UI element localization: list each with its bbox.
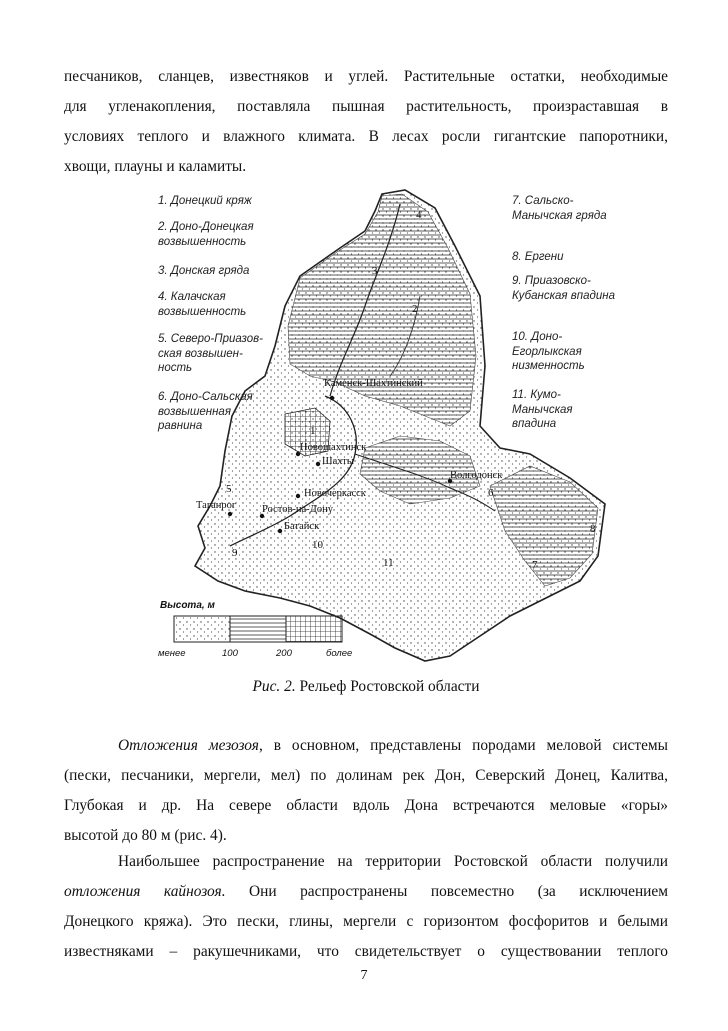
legend-right-item: 11. Кумо-Манычская впадина <box>512 389 573 430</box>
legend-right-item: 8. Ергени <box>512 251 564 263</box>
region-number: 3 <box>372 265 378 277</box>
italic-term: отложения кайнозоя. <box>64 883 226 900</box>
text-line: (пески, песчаники, мергели, мел) по долинам рек Дон, Северский Донец, Калитва, <box>64 767 668 784</box>
region-number: 5 <box>226 483 232 495</box>
city-label: Каменск-Шахтинский <box>324 378 423 389</box>
top-paragraph <box>64 62 668 182</box>
legend-right-item: 9. Приазовско-Кубанская впадина <box>512 275 615 302</box>
text-line: Наибольшее распространение на территории Ростовской области получили <box>118 853 668 870</box>
legend-right-item: 7. Сальско-Манычская гряда <box>512 195 607 222</box>
region-number: 7 <box>532 559 538 571</box>
city-label: Волгодонск <box>450 470 503 481</box>
text-line: известняками – ракушечниками, что свидетельствует о существовании теплого <box>64 943 668 960</box>
city-label: Новочеркасск <box>304 488 366 499</box>
legend-left-item: 6. Доно-Сальская возвышенная равнина <box>158 391 253 432</box>
figure-caption <box>64 678 668 696</box>
region-number: 2 <box>412 303 418 315</box>
region-number: 9 <box>232 547 238 559</box>
caption-text: Рельеф Ростовской области <box>295 678 480 695</box>
city-label: Ростов-на-Дону <box>262 504 333 515</box>
legend-left-item: 2. Доно-Донецкая возвышенность <box>158 221 254 248</box>
region-number: 11 <box>383 557 394 569</box>
page-number: 7 <box>360 968 368 983</box>
region-number: 4 <box>416 209 422 221</box>
city-label: Шахты <box>322 456 354 467</box>
scale-label: 200 <box>276 648 292 659</box>
region-number: 1 <box>310 425 316 437</box>
region-number: 6 <box>488 487 494 499</box>
cenozoic-paragraph <box>64 847 668 967</box>
mesozoic-paragraph <box>64 731 668 851</box>
text-line: условиях теплого и влажного климата. В лесах росли гигантские папоротники, <box>64 128 668 145</box>
text-line: песчаников, сланцев, известняков и углей. Растительные остатки, необходимые <box>64 68 668 85</box>
scale-label: 100 <box>222 648 238 659</box>
text-line: хвощи, плауны и каламиты. <box>64 158 247 175</box>
text-line: Донецкого кряжа). Это пески, глины, мергели с горизонтом фосфоритов и белыми <box>64 913 668 930</box>
scale-label: более <box>326 648 353 659</box>
legend-left-item: 5. Северо-Приазов-ская возвышен-ность <box>158 333 263 374</box>
scale-title: Высота, м <box>160 600 215 611</box>
text-line: Отложения мезозоя, в основном, представлены породами меловой системы <box>118 737 668 754</box>
region-number: 8 <box>590 523 596 535</box>
region-number: 10 <box>312 539 323 551</box>
city-label: Батайск <box>284 521 320 532</box>
relief-map-figure <box>150 186 620 668</box>
text-line: для угленакопления, поставляла пышная растительность, произраставшая в <box>64 98 668 115</box>
text-line: Глубокая и др. На севере области вдоль Дона встречаются меловые «горы» <box>64 797 668 814</box>
city-label: Таганрог <box>196 500 237 511</box>
caption-label: Рис. 2. <box>252 678 296 695</box>
text-line: отложения кайнозоя. Они распространены повсеместно (за исключением <box>64 883 668 900</box>
text-line: высотой до 80 м (рис. 4). <box>64 827 227 844</box>
italic-term: Отложения мезозоя <box>118 737 259 754</box>
legend-left-item: 3. Донская гряда <box>158 265 250 277</box>
legend-left-item: 1. Донецкий кряж <box>158 195 252 207</box>
scale-label: менее <box>158 648 186 659</box>
legend-right-item: 10. Доно-Егорлыкская низменность <box>512 331 585 372</box>
legend-left-item: 4. Калачская возвышенность <box>158 291 247 318</box>
city-label: Новошахтинск <box>300 442 367 453</box>
